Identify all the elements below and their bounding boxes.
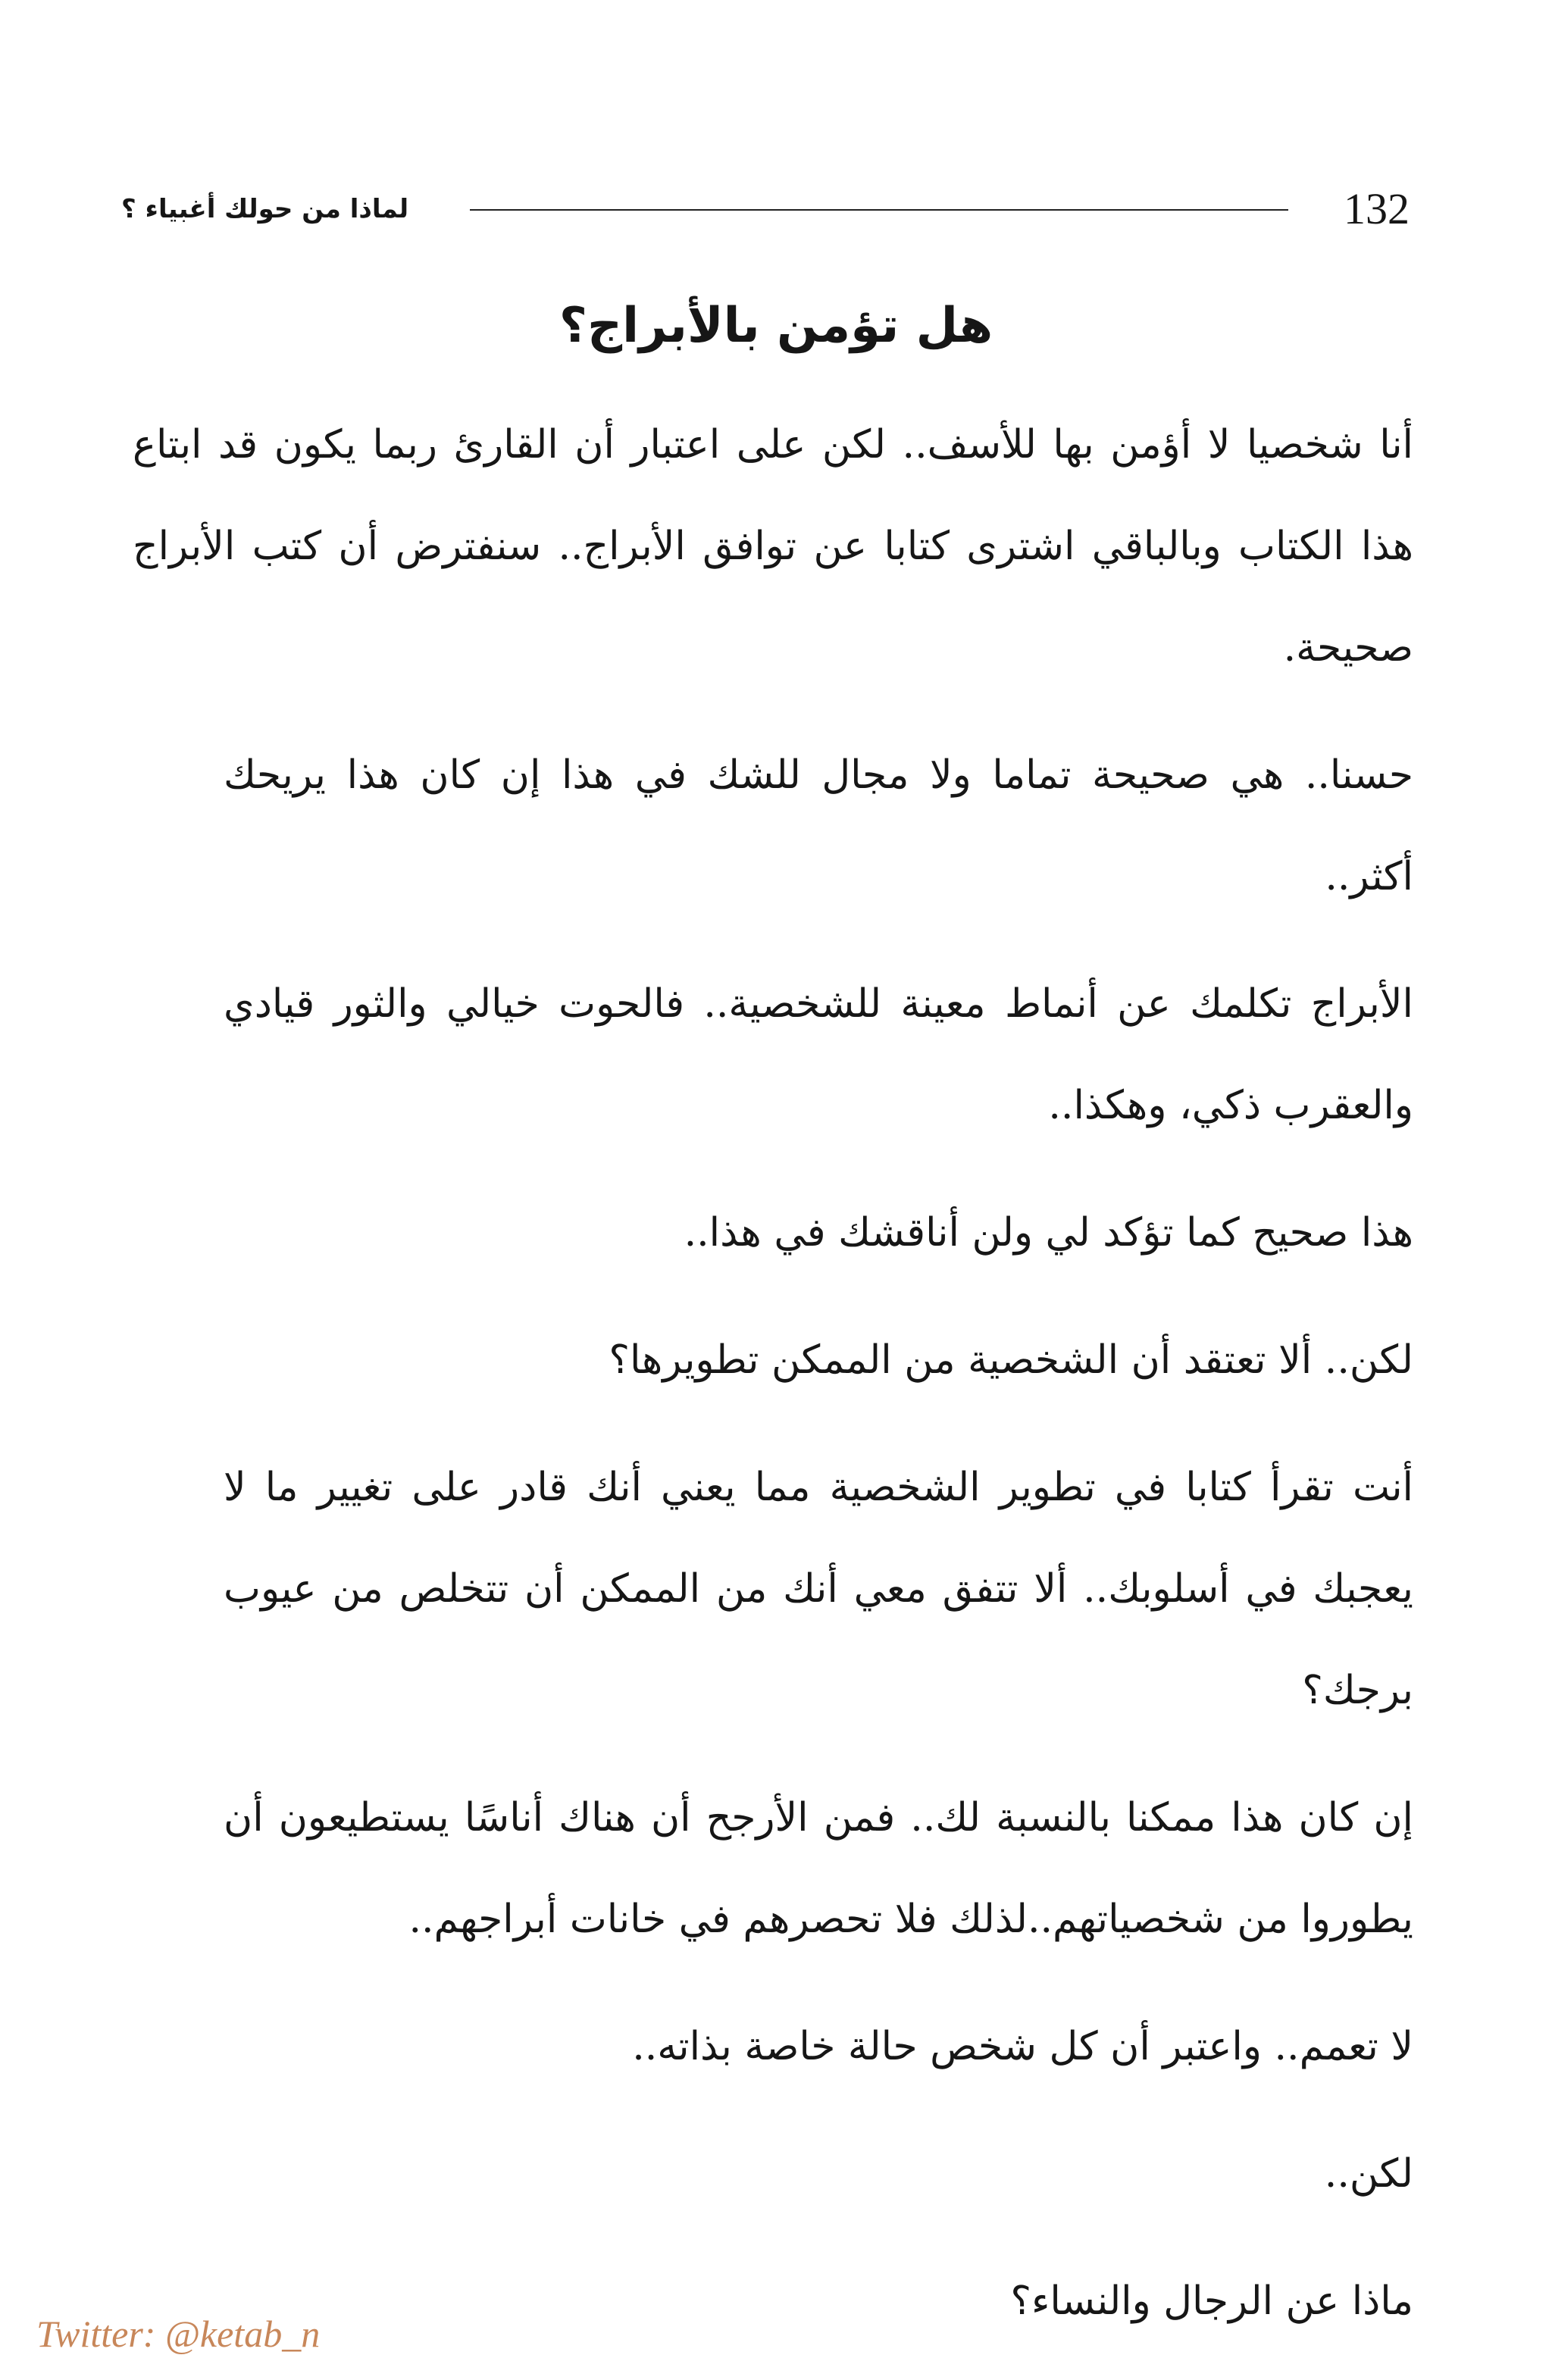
running-title: لماذا من حولك أغبياء ؟ <box>121 194 409 224</box>
paragraph: حسنا.. هي صحيحة تماما ولا مجال للشك في هذا إن كان هذا يريحك أكثر.. <box>224 752 1413 899</box>
paragraph: هذا صحيح كما تؤكد لي ولن أناقشك في هذا.. <box>684 1210 1413 1256</box>
header-rule <box>470 209 1288 211</box>
paragraph: لكن.. <box>1324 2151 1413 2197</box>
paragraph: أنا شخصيا لا أؤمن بها للأسف.. لكن على اعتبار أن القارئ ربما يكون قد ابتاع هذا الكتاب وبالباقي اشترى كتابا عن توافق الأبراج.. سنفترض أن كتب الأبراج صحيحة. <box>133 422 1413 671</box>
running-header <box>121 179 1410 239</box>
chapter-title: هل تؤمن بالأبراج؟ <box>559 298 993 354</box>
paragraph: لا تعمم.. واعتبر أن كل شخص حالة خاصة بذاته.. <box>632 2024 1413 2069</box>
paragraph: أنت تقرأ كتابا في تطوير الشخصية مما يعني أنك قادر على تغيير ما لا يعجبك في أسلوبك.. ألا تتفق معي أنك من الممكن أن تتخلص من عيوب برجك؟ <box>224 1465 1413 1713</box>
paragraph: لكن.. ألا تعتقد أن الشخصية من الممكن تطويرها؟ <box>609 1337 1413 1383</box>
paragraph: إن كان هذا ممكنا بالنسبة لك.. فمن الأرجح أن هناك أناسًا يستطيعون أن يطوروا من شخصياتهم..لذلك فلا تحصرهم في خانات أبراجهم.. <box>224 1795 1413 1942</box>
paragraph: الأبراج تكلمك عن أنماط معينة للشخصية.. فالحوت خيالي والثور قيادي والعقرب ذكي، وهكذا.. <box>224 981 1413 1128</box>
paragraph: ماذا عن الرجال والنساء؟ <box>1010 2278 1413 2324</box>
body-text <box>133 394 1413 2378</box>
watermark: Twitter: @ketab_n <box>36 2313 321 2355</box>
page-number: 132 <box>1344 184 1410 233</box>
